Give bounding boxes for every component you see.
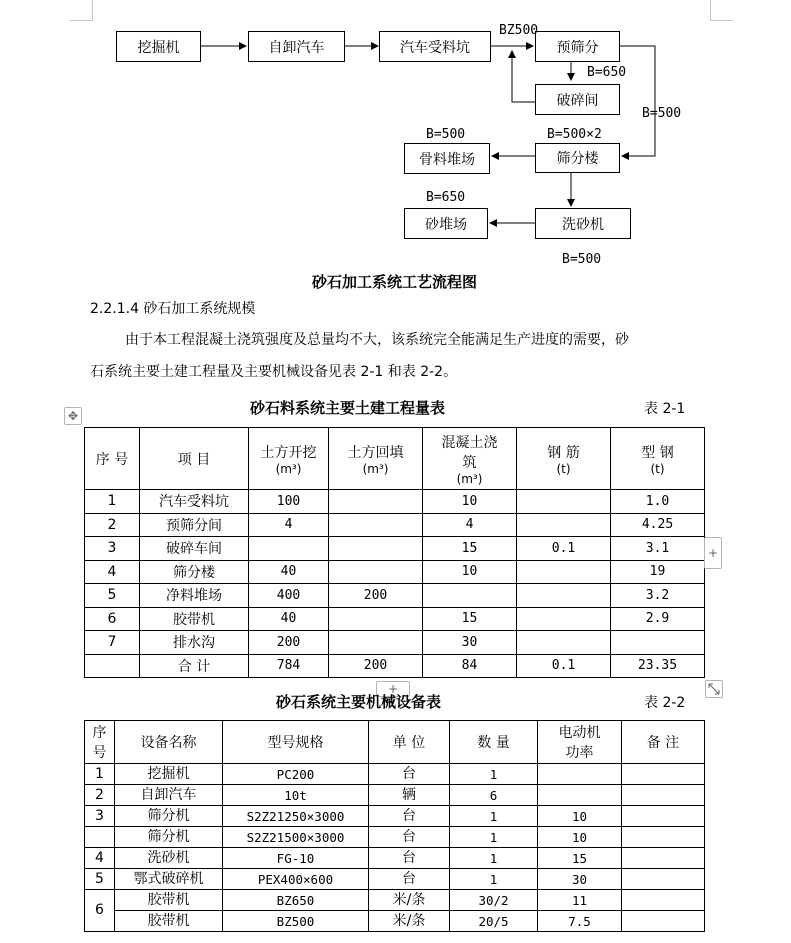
t2-cell-seq (85, 827, 115, 848)
t1-cell-seq (85, 654, 140, 678)
flow-node-sand-yard: 砂堆场 (404, 208, 488, 239)
table-row (85, 607, 705, 631)
t1-header-concrete (423, 428, 517, 490)
t2-header-name: 设备名称 (115, 721, 223, 764)
t1-header-backfill-unit: (m³) (362, 461, 389, 476)
t2-cell-name: 洗砂机 (115, 848, 223, 869)
t1-header-excavation-label: 土方开挖 (260, 444, 317, 461)
flowchart-caption: 砂石加工系统工艺流程图 (312, 273, 478, 291)
body-paragraph-line-2: 石系统主要土建工程量及主要机械设备见表 2-1 和表 2-2。 (90, 364, 458, 380)
table-resize-handle[interactable] (705, 680, 723, 698)
t1-cell-backfill (329, 607, 423, 631)
t1-cell-concrete (423, 584, 517, 608)
t2-cell-power (538, 785, 622, 806)
t2-cell-note (622, 785, 705, 806)
t1-cell-item: 汽车受料坑 (140, 490, 249, 514)
t1-header-steel-unit: (t) (650, 461, 665, 476)
table2-number: 表 2-2 (644, 695, 686, 711)
t2-cell-model: S2Z21250×3000 (223, 806, 369, 827)
t1-cell-concrete: 15 (423, 607, 517, 631)
t2-cell-qty: 6 (450, 785, 538, 806)
t2-cell-unit: 辆 (369, 785, 450, 806)
t2-cell-unit: 台 (369, 848, 450, 869)
t1-cell-concrete: 4 (423, 513, 517, 537)
t1-cell-item: 破碎车间 (140, 537, 249, 561)
t1-cell-excavation: 400 (249, 584, 329, 608)
t1-cell-rebar (517, 584, 611, 608)
t1-cell-seq: 2 (85, 513, 140, 537)
t2-cell-qty: 30/2 (450, 890, 538, 911)
t2-cell-model: FG-10 (223, 848, 369, 869)
t1-cell-rebar (517, 560, 611, 584)
t2-cell-model: PC200 (223, 764, 369, 785)
t1-cell-steel: 19 (611, 560, 705, 584)
t1-cell-steel (611, 631, 705, 655)
t1-header-backfill-label: 土方回填 (347, 444, 404, 461)
t2-cell-qty: 1 (450, 827, 538, 848)
t2-header-seq-2: 号 (92, 745, 107, 761)
t1-cell-item: 排水沟 (140, 631, 249, 655)
t2-cell-note (622, 848, 705, 869)
table-row (85, 764, 705, 785)
table-row (85, 785, 705, 806)
t1-cell-steel: 23.35 (611, 654, 705, 678)
t1-cell-excavation (249, 537, 329, 561)
t2-cell-name: 鄂式破碎机 (115, 869, 223, 890)
t1-header-rebar-unit: (t) (556, 461, 571, 476)
add-row-button[interactable]: + (376, 681, 410, 697)
t2-header-power-1: 电动机 (558, 725, 601, 741)
t1-cell-backfill (329, 490, 423, 514)
flow-node-crusher: 破碎间 (535, 84, 620, 115)
t2-cell-model: BZ500 (223, 911, 369, 932)
resize-icon (708, 683, 720, 695)
t2-cell-note (622, 911, 705, 932)
t2-cell-seq: 5 (85, 869, 115, 890)
t1-header-steel (611, 428, 705, 490)
t2-cell-unit: 台 (369, 764, 450, 785)
section-heading: 2.2.1.4 砂石加工系统规模 (90, 301, 256, 317)
t1-cell-item: 胶带机 (140, 607, 249, 631)
t2-cell-qty: 1 (450, 848, 538, 869)
t1-cell-backfill (329, 560, 423, 584)
t2-header-seq-1: 序 (92, 725, 107, 741)
t2-cell-seq: 1 (85, 764, 115, 785)
body-paragraph-line-1: 由于本工程混凝土浇筑强度及总量均不大，该系统完全能满足生产进度的需要，砂 (125, 332, 629, 348)
t2-cell-unit: 米/条 (369, 911, 450, 932)
table-row (85, 848, 705, 869)
t1-cell-backfill (329, 537, 423, 561)
t1-cell-steel: 4.25 (611, 513, 705, 537)
table-move-handle[interactable]: ✥ (64, 407, 82, 425)
flow-label-b500-bottom: B=500 (562, 252, 602, 267)
t2-header-power (538, 721, 622, 764)
table-row (85, 490, 705, 514)
t1-cell-rebar (517, 490, 611, 514)
t2-header-seq (85, 721, 115, 764)
t1-header-rebar (517, 428, 611, 490)
t1-cell-rebar: 0.1 (517, 537, 611, 561)
t2-header-note: 备 注 (622, 721, 705, 764)
t1-cell-excavation: 4 (249, 513, 329, 537)
t2-cell-model: PEX400×600 (223, 869, 369, 890)
t1-cell-item: 预筛分间 (140, 513, 249, 537)
t2-cell-name: 胶带机 (115, 911, 223, 932)
t1-cell-concrete: 15 (423, 537, 517, 561)
t2-cell-qty: 1 (450, 806, 538, 827)
t2-cell-power: 15 (538, 848, 622, 869)
table-total-row (85, 654, 705, 678)
t2-cell-unit: 米/条 (369, 890, 450, 911)
flow-node-truck-pit: 汽车受料坑 (379, 31, 491, 62)
flow-label-bz500: BZ500 (499, 23, 539, 38)
t2-cell-qty: 20/5 (450, 911, 538, 932)
t1-header-concrete-label-2: 筑 (462, 454, 477, 471)
t1-header-excavation (249, 428, 329, 490)
flow-label-b650-crusher: B=650 (587, 65, 627, 80)
t1-cell-excavation: 40 (249, 560, 329, 584)
t1-cell-excavation: 40 (249, 607, 329, 631)
t2-cell-name: 筛分机 (115, 806, 223, 827)
t1-cell-excavation: 200 (249, 631, 329, 655)
t2-cell-unit: 台 (369, 869, 450, 890)
t1-cell-seq: 4 (85, 560, 140, 584)
t2-cell-name: 胶带机 (115, 890, 223, 911)
t1-cell-backfill (329, 513, 423, 537)
t2-cell-unit: 台 (369, 827, 450, 848)
t2-cell-model: S2Z21500×3000 (223, 827, 369, 848)
t2-cell-qty: 1 (450, 764, 538, 785)
flow-node-excavator: 挖掘机 (116, 31, 201, 62)
earthwork-quantity-table (84, 427, 705, 678)
t2-cell-seq: 4 (85, 848, 115, 869)
t1-cell-backfill: 200 (329, 654, 423, 678)
t1-cell-concrete: 84 (423, 654, 517, 678)
table-row (85, 827, 705, 848)
t2-cell-power: 7.5 (538, 911, 622, 932)
flow-node-pre-screen: 预筛分 (535, 31, 620, 62)
t1-cell-item: 合 计 (140, 654, 249, 678)
t1-cell-rebar (517, 631, 611, 655)
t2-cell-power: 10 (538, 827, 622, 848)
t2-cell-note (622, 806, 705, 827)
equipment-table (84, 720, 705, 932)
t2-cell-name: 挖掘机 (115, 764, 223, 785)
t1-cell-seq: 6 (85, 607, 140, 631)
t2-cell-name: 筛分机 (115, 827, 223, 848)
t1-cell-seq: 1 (85, 490, 140, 514)
t1-cell-steel: 3.1 (611, 537, 705, 561)
t1-cell-concrete: 10 (423, 560, 517, 584)
table-row (85, 584, 705, 608)
t1-cell-concrete: 30 (423, 631, 517, 655)
t1-header-backfill (329, 428, 423, 490)
flow-node-sand-washer: 洗砂机 (535, 208, 631, 239)
flow-label-b650-sand: B=650 (426, 190, 466, 205)
t1-cell-excavation: 784 (249, 654, 329, 678)
t2-cell-power (538, 764, 622, 785)
t1-cell-backfill: 200 (329, 584, 423, 608)
t2-cell-name: 自卸汽车 (115, 785, 223, 806)
t2-header-power-2: 功率 (565, 745, 594, 761)
t2-header-unit: 单 位 (369, 721, 450, 764)
t1-cell-rebar (517, 513, 611, 537)
t2-cell-model: 10t (223, 785, 369, 806)
t1-cell-rebar (517, 607, 611, 631)
t1-cell-steel: 1.0 (611, 490, 705, 514)
t1-header-steel-label: 型 钢 (641, 444, 674, 461)
table-row (85, 537, 705, 561)
t1-cell-backfill (329, 631, 423, 655)
flow-label-b500-aggregate: B=500 (426, 127, 466, 142)
t2-cell-seq: 6 (85, 890, 115, 932)
t1-cell-excavation: 100 (249, 490, 329, 514)
t1-cell-seq: 3 (85, 537, 140, 561)
t1-header-item: 项 目 (140, 428, 249, 490)
table-row (85, 911, 705, 932)
t2-cell-note (622, 827, 705, 848)
table-row (85, 806, 705, 827)
add-column-button[interactable]: + (704, 537, 722, 569)
t1-header-rebar-label: 钢 筋 (547, 444, 580, 461)
t1-header-concrete-label-1: 混凝土浇 (441, 434, 498, 451)
t1-header-excavation-unit: (m³) (275, 461, 302, 476)
t2-cell-qty: 1 (450, 869, 538, 890)
t1-cell-rebar: 0.1 (517, 654, 611, 678)
t2-cell-power: 30 (538, 869, 622, 890)
t2-cell-unit: 台 (369, 806, 450, 827)
flow-label-b500x2: B=500×2 (547, 127, 602, 142)
t1-cell-steel: 2.9 (611, 607, 705, 631)
t2-cell-note (622, 764, 705, 785)
t2-header-model: 型号规格 (223, 721, 369, 764)
table-row (85, 513, 705, 537)
t1-cell-steel: 3.2 (611, 584, 705, 608)
table-row (85, 631, 705, 655)
flow-node-aggregate-yard: 骨料堆场 (404, 143, 490, 174)
t2-header-qty: 数 量 (450, 721, 538, 764)
table-row (85, 560, 705, 584)
flow-label-b500-right: B=500 (642, 106, 682, 121)
t2-cell-seq: 2 (85, 785, 115, 806)
t1-header-concrete-unit: (m³) (456, 471, 483, 486)
table-row (85, 869, 705, 890)
t1-cell-concrete: 10 (423, 490, 517, 514)
t2-cell-note (622, 890, 705, 911)
t2-cell-seq: 3 (85, 806, 115, 827)
t1-cell-item: 净料堆场 (140, 584, 249, 608)
flow-node-screen-building: 筛分楼 (535, 143, 620, 173)
t2-cell-note (622, 869, 705, 890)
t2-cell-power: 11 (538, 890, 622, 911)
table2-title: 砂石系统主要机械设备表 (276, 693, 442, 711)
t1-header-seq: 序 号 (85, 428, 140, 490)
flow-node-dump-truck: 自卸汽车 (248, 31, 345, 62)
table1-number: 表 2-1 (644, 401, 686, 417)
t1-cell-seq: 7 (85, 631, 140, 655)
table1-title: 砂石料系统主要土建工程量表 (250, 399, 446, 417)
table-row (85, 890, 705, 911)
t1-cell-seq: 5 (85, 584, 140, 608)
t1-cell-item: 筛分楼 (140, 560, 249, 584)
t2-cell-model: BZ650 (223, 890, 369, 911)
t2-cell-power: 10 (538, 806, 622, 827)
